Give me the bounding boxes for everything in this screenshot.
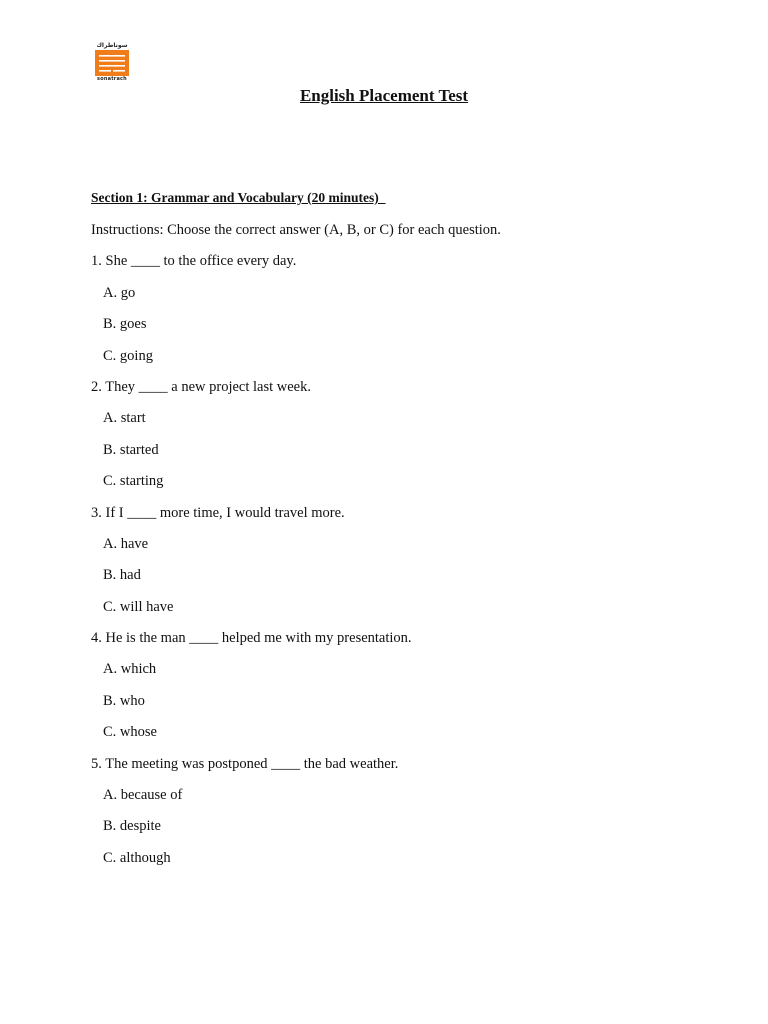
answer-option: B. despite [103, 818, 161, 835]
answer-option: A. have [103, 535, 149, 552]
answer-option: B. started [103, 441, 159, 458]
question-text: 4. He is the man ____ helped me with my presentation. [91, 630, 412, 647]
question-text: 3. If I ____ more time, I would travel more. [91, 504, 345, 521]
answer-option: C. although [103, 849, 171, 866]
answer-option: A. go [103, 284, 136, 301]
answer-option: B. had [103, 567, 141, 584]
answer-option: B. who [103, 692, 145, 709]
answer-option: C. whose [103, 724, 157, 741]
answer-option: C. will have [103, 598, 174, 615]
answer-option: A. which [103, 661, 157, 678]
sonatrach-logo-icon [95, 50, 129, 76]
logo-arabic-text: سوناطراك [96, 42, 128, 49]
instructions-text: Instructions: Choose the correct answer (A, B, or C) for each question. [91, 222, 501, 238]
answer-option: C. starting [103, 473, 164, 490]
answer-option: C. going [103, 347, 153, 364]
question-text: 5. The meeting was postponed ____ the bad weather. [91, 755, 399, 772]
answer-option: B. goes [103, 316, 147, 333]
logo-latin-text: sonatrach [97, 76, 127, 82]
question-list [91, 221, 711, 880]
section-heading: Section 1: Grammar and Vocabulary (20 minutes) [91, 190, 386, 205]
question-text: 1. She ____ to the office every day. [91, 253, 297, 270]
question-text: 2. They ____ a new project last week. [91, 378, 311, 395]
answer-option: A. start [103, 410, 146, 427]
answer-option: A. because of [103, 787, 183, 804]
company-logo [94, 42, 130, 82]
document-title: English Placement Test [299, 86, 469, 105]
